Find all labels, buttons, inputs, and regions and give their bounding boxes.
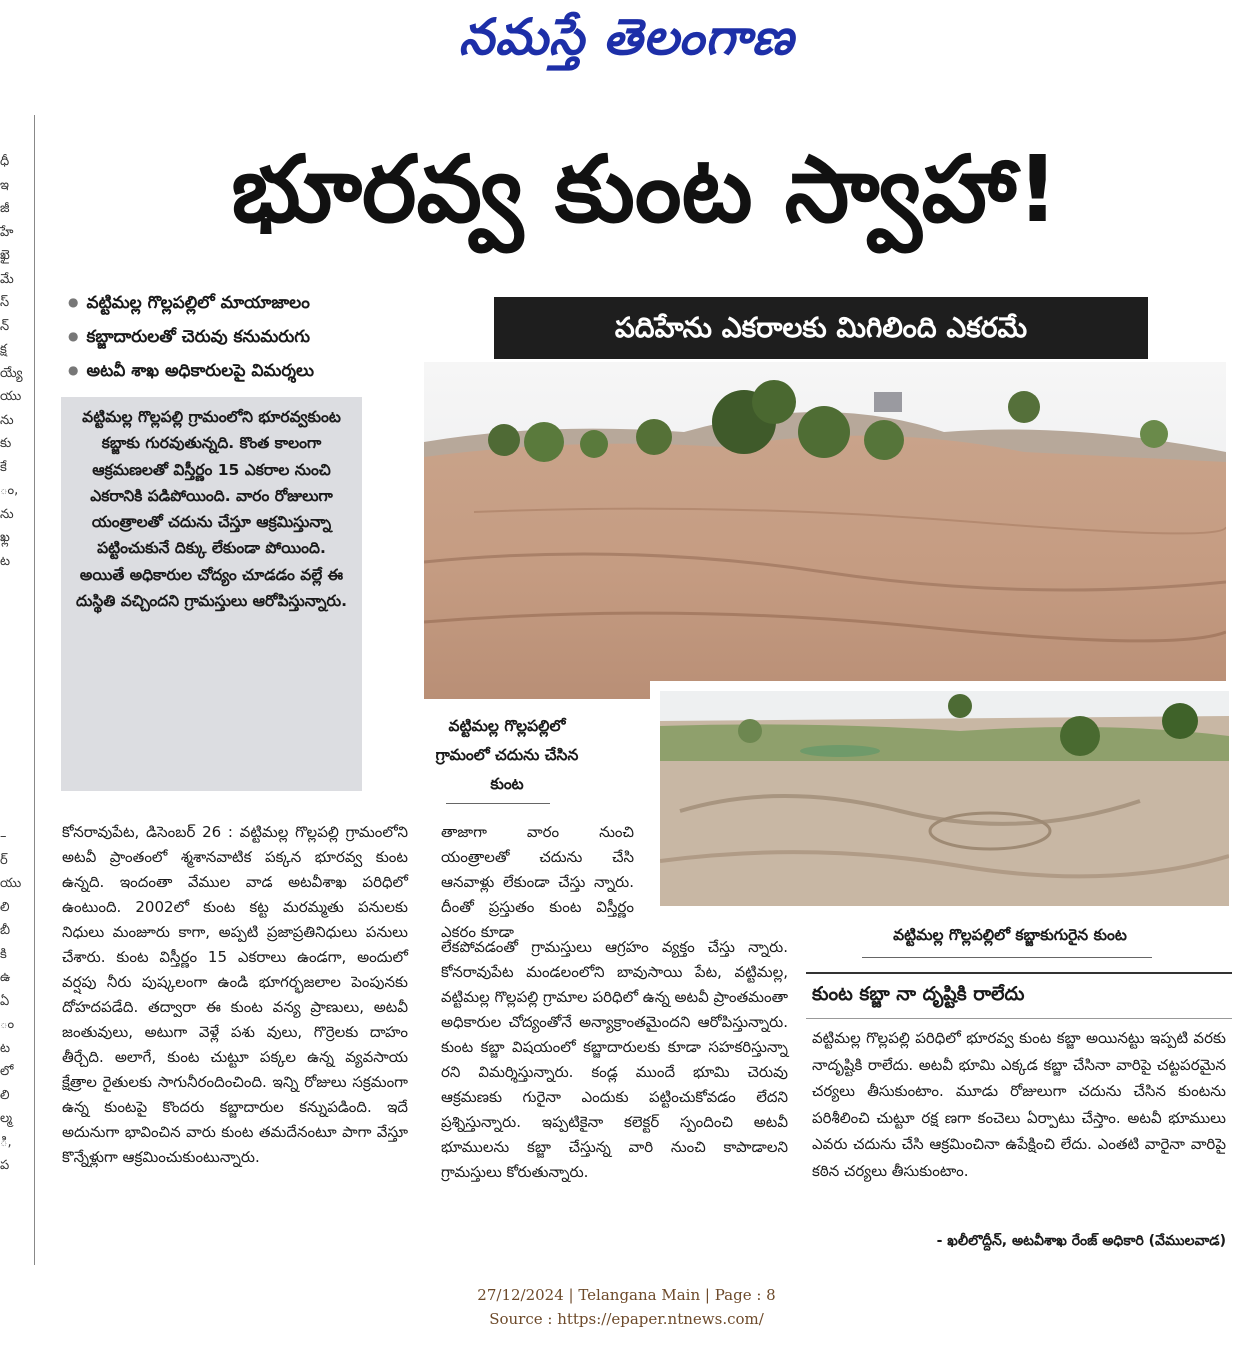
bullet-item: ● అటవీ శాఖ అధికారులపై విమర్శలు <box>68 356 398 390</box>
fragment-line: ను <box>0 412 14 428</box>
fragment-line: ఖై <box>0 248 10 263</box>
fragment-line: ను <box>0 506 14 522</box>
fragment-line: లి <box>0 1087 10 1103</box>
photo-caption-2: వట్టిమల్ల గొల్లపల్లిలో కబ్జాకుగురైన కుంట <box>893 926 1127 944</box>
fragment-line: హే <box>0 224 14 240</box>
highlight-bullets <box>68 288 398 390</box>
fragment-line: యు <box>0 876 22 891</box>
fragment-line: ఖ్ల <box>0 530 10 545</box>
fragment-line: ల్మ <box>0 1111 13 1126</box>
fragment-line: – <box>0 829 7 844</box>
article-column-2: లేకపోవడంతో గ్రామస్తులు ఆగ్రహం వ్యక్తం చేస్తు న్నారు. కోనరావుపేట మండలంలోని బావుసాయి పేట, వట్టిమల్ల, వట్టిమల్ల గొల్లపల్లి గ్రామాల పరిధిలో ఉన్న అటవీ ప్రాంతమంతా అధికారుల చోద్యంతోనే అన్యాక్రాంతమైందని ఆరోపిస్తున్నారు. కుంట కబ్జా విషయంలో కబ్జాదారులకు కూడా సహకరిస్తున్నా రని విమర్శిస్తున్నారు. కండ్ల ముందే భూమి చెరువు ఆక్రమణకు గురైనా ఎందుకు పట్టించుకోవడం లేదని ప్రశ్నిస్తున్నారు. ఇప్పటికైనా కలెక్టర్ స్పందించి అటవీ భూములను కబ్జా చేస్తున్న వారి నుంచి కాపాడాలని గ్రామస్తులు కోరుతున్నారు. <box>441 938 788 1181</box>
caption-rule <box>862 957 1152 958</box>
fragment-line: లి <box>0 899 10 915</box>
fragment-line: ప <box>0 1158 10 1173</box>
fragment-line: స్ <box>0 295 10 310</box>
fragment-line: కే <box>0 459 7 475</box>
fragment-line: ర్ <box>0 852 8 868</box>
bullet-item: ● కబ్జాదారులతో చెరువు కనుమరుగు <box>68 322 398 356</box>
photo-encroached-pond <box>650 681 1229 906</box>
sidebar-signature: - ఖలీలొద్దీన్, అటవీశాఖ రేంజ్ అధికారి (వేములవాడ) <box>936 1233 1226 1249</box>
adjacent-article-fragment-top <box>0 150 22 573</box>
fragment-line: ం, <box>0 483 19 498</box>
fragment-line: ధీ <box>0 154 10 169</box>
adjacent-article-fragment-bottom <box>0 825 22 1178</box>
bullet-item: ● వట్టిమల్ల గొల్లపల్లిలో మాయాజాలం <box>68 288 398 322</box>
fragment-line: క్ష <box>0 342 7 357</box>
sidebar-top-rule <box>806 972 1232 974</box>
column-divider <box>34 115 35 1265</box>
masthead-logo: నమస్తే తెలంగాణ <box>458 8 795 66</box>
fragment-line: ఉ <box>0 970 11 985</box>
headline: భూరవ్వ కుంట స్వాహా! <box>231 136 1059 243</box>
fragment-line: జీ <box>0 201 10 216</box>
fragment-line: య్యే <box>0 365 23 381</box>
summary-box: వట్టిమల్ల గొల్లపల్లి గ్రామంలోని భూరవ్వకుంట కబ్జాకు గురవుతున్నది. కొంత కాలంగా ఆక్రమణలతో విస్తీర్ణం 15 ఎకరాల నుంచి ఎకరానికి పడిపోయింది. వారం రోజులుగా యంత్రాలతో చదును చేస్తూ ఆక్రమిస్తున్నా పట్టించుకునే దిక్కు లేకుండా పోయింది. అయితే అధికారుల చోద్యం చూడడం వల్లే ఈ దుస్థితి వచ్చిందని గ్రామస్తులు ఆరోపిస్తున్నారు. <box>61 397 362 791</box>
fragment-line: ి, <box>0 1134 12 1150</box>
page-footer <box>0 1283 1253 1331</box>
fragment-line: ట <box>0 1040 11 1056</box>
fragment-line: కు <box>0 436 12 451</box>
sidebar-quote-body: వట్టిమల్ల గొల్లపల్లి పరిధిలో భూరవ్వ కుంట కబ్జా అయినట్టు ఇప్పటి వరకు నాదృష్టికి రాలేదు. అటవీ భూమి ఎక్కడ కబ్జా చేసినా వారిపై చట్టపరమైన చర్యలు తీసుకుంటాం. మూడు రోజులుగా చదును చేసిన కుంటను పరిశీలించి చుట్టూ రక్ష ణగా కంచెలు ఏర్పాటు చేస్తాం. అటవీ భూములు ఎవరు చదును చేసి ఆక్రమించినా ఉపేక్షించి లేదు. ఎంతటి వారైనా వారిపై కఠిన చర్యలు తీసుకుంటాం. <box>812 1029 1226 1180</box>
footer-date-page: 27/12/2024 | Telangana Main | Page : 8 <box>477 1286 776 1304</box>
subheadline-banner: పదిహేను ఎకరాలకు మిగిలింది ఎకరమే <box>494 297 1148 359</box>
fragment-line: ఏ <box>0 993 10 1009</box>
caption-rule <box>446 803 550 804</box>
photo-levelled-pond-image <box>424 362 1226 699</box>
sidebar-title-rule <box>806 1018 1232 1019</box>
fragment-line: బీ <box>0 923 11 938</box>
sidebar-title: కుంట కబ్జా నా దృష్టికి రాలేదు <box>812 983 1025 1005</box>
fragment-line: న్ <box>0 318 10 334</box>
fragment-line: ం <box>0 1017 15 1032</box>
fragment-line: లో <box>0 1064 14 1079</box>
footer-source-link[interactable]: Source : https://epaper.ntnews.com/ <box>489 1310 764 1328</box>
photo-caption-1: వట్టిమల్ల గొల్లపల్లిలో గ్రామంలో చదును చేసిన కుంట <box>435 717 579 793</box>
photo-encroached-pond-image <box>660 691 1229 906</box>
fragment-line: యు <box>0 389 22 404</box>
article-column-1: కోనరావుపేట, డిసెంబర్ 26 : వట్టిమల్ల గొల్లపల్లి గ్రామంలోని అటవీ ప్రాంతంలో శ్మశానవాటిక పక్కన భూరవ్వ కుంట ఉన్నది. ఇందంతా వేముల వాడ అటవీశాఖ పరిధిలో ఉంటుంది. 2002లో కుంట కట్ట మరమ్మతు పనులకు నిధులు మంజూరు కాగా, అప్పటి ప్రజాప్రతినిధులు పనులు చేశారు. కుంట విస్తీర్ణం 15 ఎకరాలు ఉండగా, అందులో వర్షపు నీరు పుష్కలంగా ఉండి భూగర్భజలాల పెంపునకు దోహదపడేది. తద్వారా ఈ కుంట వన్య ప్రాణులు, అటవీ జంతువులు, అటుగా వెళ్లే పశు వులు, గొర్రెలకు దాహం తీర్చేది. అలాగే, కుంట చుట్టూ పక్కల ఉన్న వ్యవసాయ క్షేత్రాల రైతులకు సాగునీరందించింది. ఇన్ని రోజులు సక్రమంగా ఉన్న కుంటపై కొందరు కబ్జాదారుల కన్నుపడింది. ఇదే అదునుగా భావించిన వారు కుంట తమదేనంటూ పాగా వేస్తూ కొన్నేళ్లుగా ఆక్రమించుకుంటున్నారు. <box>62 823 408 1166</box>
photo-levelled-pond <box>424 362 1226 699</box>
fragment-line: ఇ <box>0 177 9 193</box>
article-column-2-top: తాజాగా వారం నుంచి యంత్రాలతో చదును చేసి ఆనవాళ్లు లేకుండా చేస్తు న్నారు. దీంతో ప్రస్తుతం కుంట విస్తీర్ణం ఎకరం కూడా <box>441 823 634 941</box>
fragment-line: కి <box>0 946 7 962</box>
fragment-line: మే <box>0 271 14 287</box>
fragment-line: ట <box>0 553 11 569</box>
